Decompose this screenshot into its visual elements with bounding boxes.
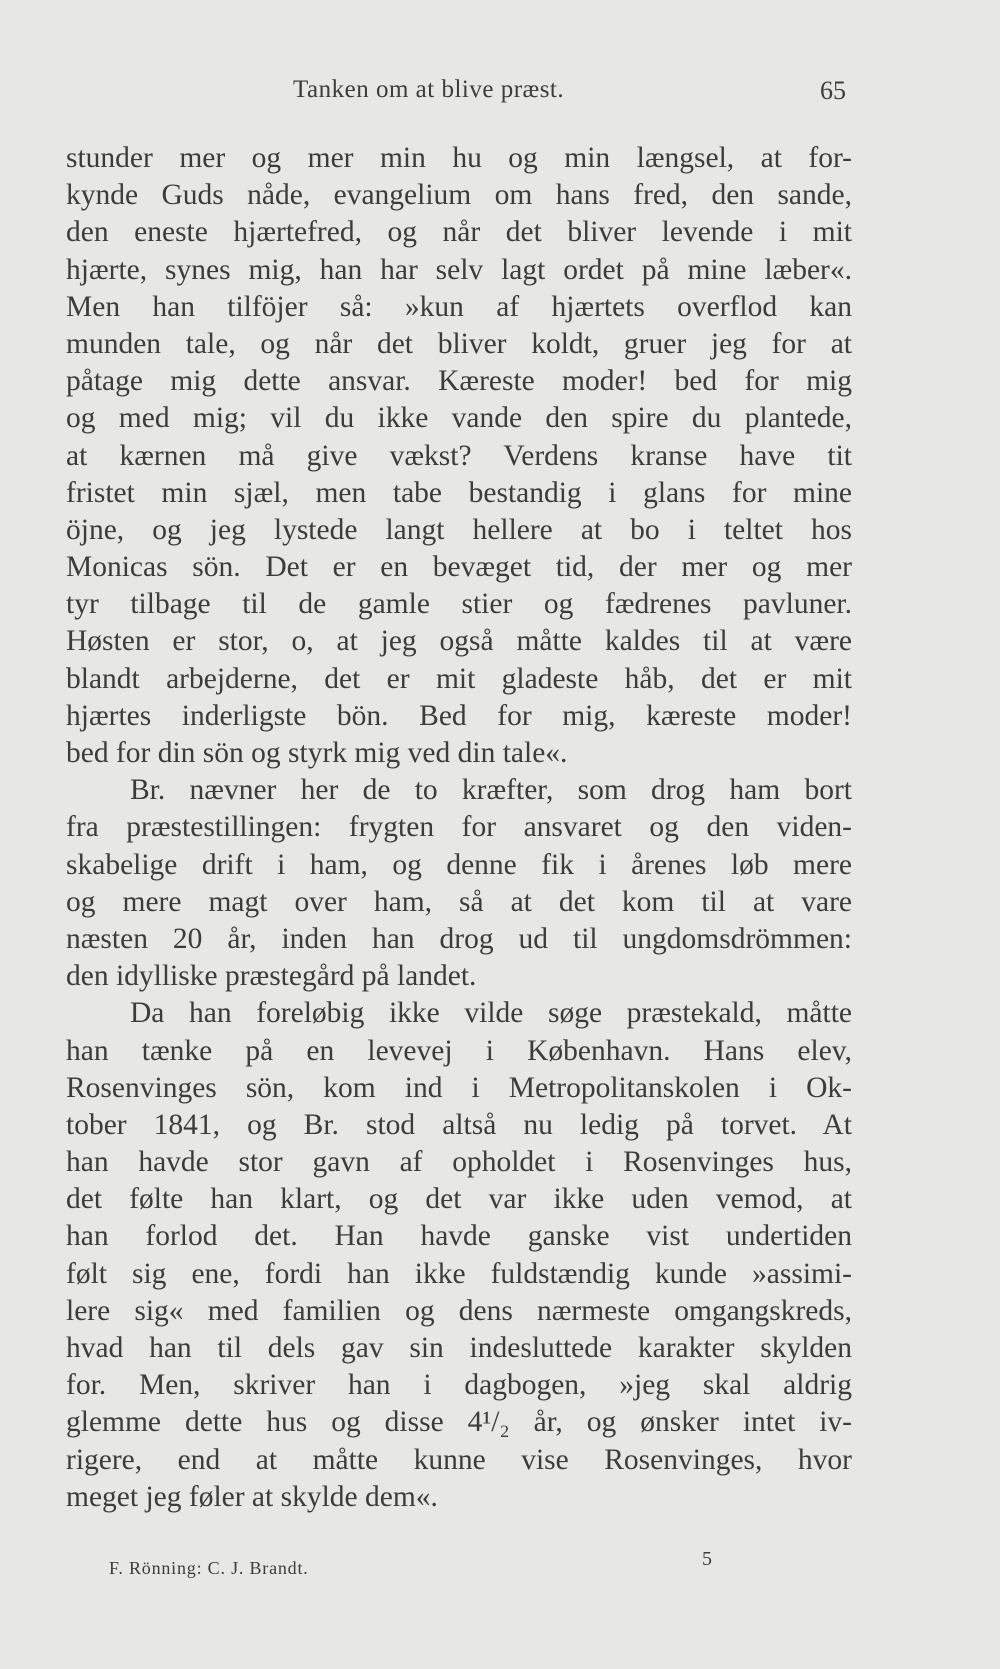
page-number: 65	[820, 76, 846, 105]
text-line: fristet min sjæl, men tabe bestandig i glans for mine	[66, 476, 852, 509]
text-line: næsten 20 år, inden han drog ud til ungdomsdrömmen:	[66, 922, 852, 955]
text-line: den idylliske præstegård på landet.	[66, 960, 477, 993]
text-line: öjne, og jeg lystede langt hellere at bo i teltet hos	[66, 513, 852, 546]
text-line: tyr tilbage til de gamle stier og fædrenes pavluner.	[66, 588, 852, 621]
text-line: og mere magt over ham, så at det kom til at vare	[66, 885, 852, 918]
signature-mark: 5	[702, 1548, 712, 1570]
text-line: det følte han klart, og det var ikke uden vemod, at	[66, 1183, 852, 1216]
body-text	[66, 140, 852, 1516]
text-line: den eneste hjærtefred, og når det bliver levende i mit	[66, 216, 852, 249]
text-line: glemme dette hus og disse 4¹/₂ år, og ønsker intet iv-	[66, 1406, 852, 1439]
text-line: hjærtes inderligste bön. Bed for mig, kæreste moder!	[66, 699, 852, 732]
text-line: fra præstestillingen: frygten for ansvaret og den viden-	[66, 811, 852, 844]
text-line: kynde Guds nåde, evangelium om hans fred, den sande,	[66, 179, 852, 212]
text-line: hvad han til dels gav sin indesluttede karakter skylden	[66, 1332, 852, 1364]
text-line: Br. nævner her de to kræfter, som drog ham bort	[130, 774, 852, 807]
text-line: og med mig; vil du ikke vande den spire du plantede,	[66, 402, 852, 435]
text-line: Rosenvinges sön, kom ind i Metropolitanskolen i Ok-	[66, 1071, 852, 1104]
text-line: at kærnen må give vækst? Verdens kranse have tit	[66, 439, 852, 472]
text-line: stunder mer og mer min hu og min længsel, at for-	[66, 142, 852, 174]
text-line: skabelige drift i ham, og denne fik i årenes løb mere	[66, 848, 852, 881]
text-line: blandt arbejderne, det er mit gladeste håb, det er mit	[66, 662, 852, 695]
running-title: Tanken om at blive præst.	[293, 76, 565, 103]
text-line: han forlod det. Han havde ganske vist undertiden	[66, 1220, 852, 1253]
text-line: tober 1841, og Br. stod altså nu ledig på torvet. At	[66, 1108, 852, 1141]
text-line: bed for din sön og styrk mig ved din tale«.	[66, 737, 568, 769]
text-line: påtage mig dette ansvar. Kæreste moder! bed for mig	[66, 365, 852, 398]
text-line: han tænke på en levevej i København. Hans elev,	[66, 1034, 852, 1067]
text-line: Da han foreløbig ikke vilde søge præstekald, måtte	[130, 997, 852, 1030]
text-line: hjærte, synes mig, han har selv lagt ordet på mine læber«.	[66, 253, 852, 286]
page-header	[0, 76, 1000, 110]
signature-line: F. Rönning: C. J. Brandt.	[109, 1558, 309, 1578]
text-line: for. Men, skriver han i dagbogen, »jeg skal aldrig	[66, 1369, 852, 1402]
text-line: lere sig« med familien og dens nærmeste omgangskreds,	[66, 1294, 852, 1327]
text-line: Men han tilföjer så: »kun af hjærtets overflod kan	[66, 290, 852, 323]
text-line: munden tale, og når det bliver koldt, gruer jeg for at	[66, 327, 852, 360]
text-line: Høsten er stor, o, at jeg også måtte kaldes til at være	[66, 625, 852, 658]
text-line: meget jeg føler at skylde dem«.	[66, 1480, 438, 1513]
text-line: rigere, end at måtte kunne vise Rosenvinges, hvor	[66, 1443, 852, 1476]
page-footer	[0, 1548, 1000, 1588]
text-line: han havde stor gavn af opholdet i Rosenvinges hus,	[66, 1146, 852, 1179]
text-line: følt sig ene, fordi han ikke fuldstændig kunde »assimi-	[66, 1257, 852, 1290]
text-line: Monicas sön. Det er en bevæget tid, der mer og mer	[66, 551, 852, 584]
